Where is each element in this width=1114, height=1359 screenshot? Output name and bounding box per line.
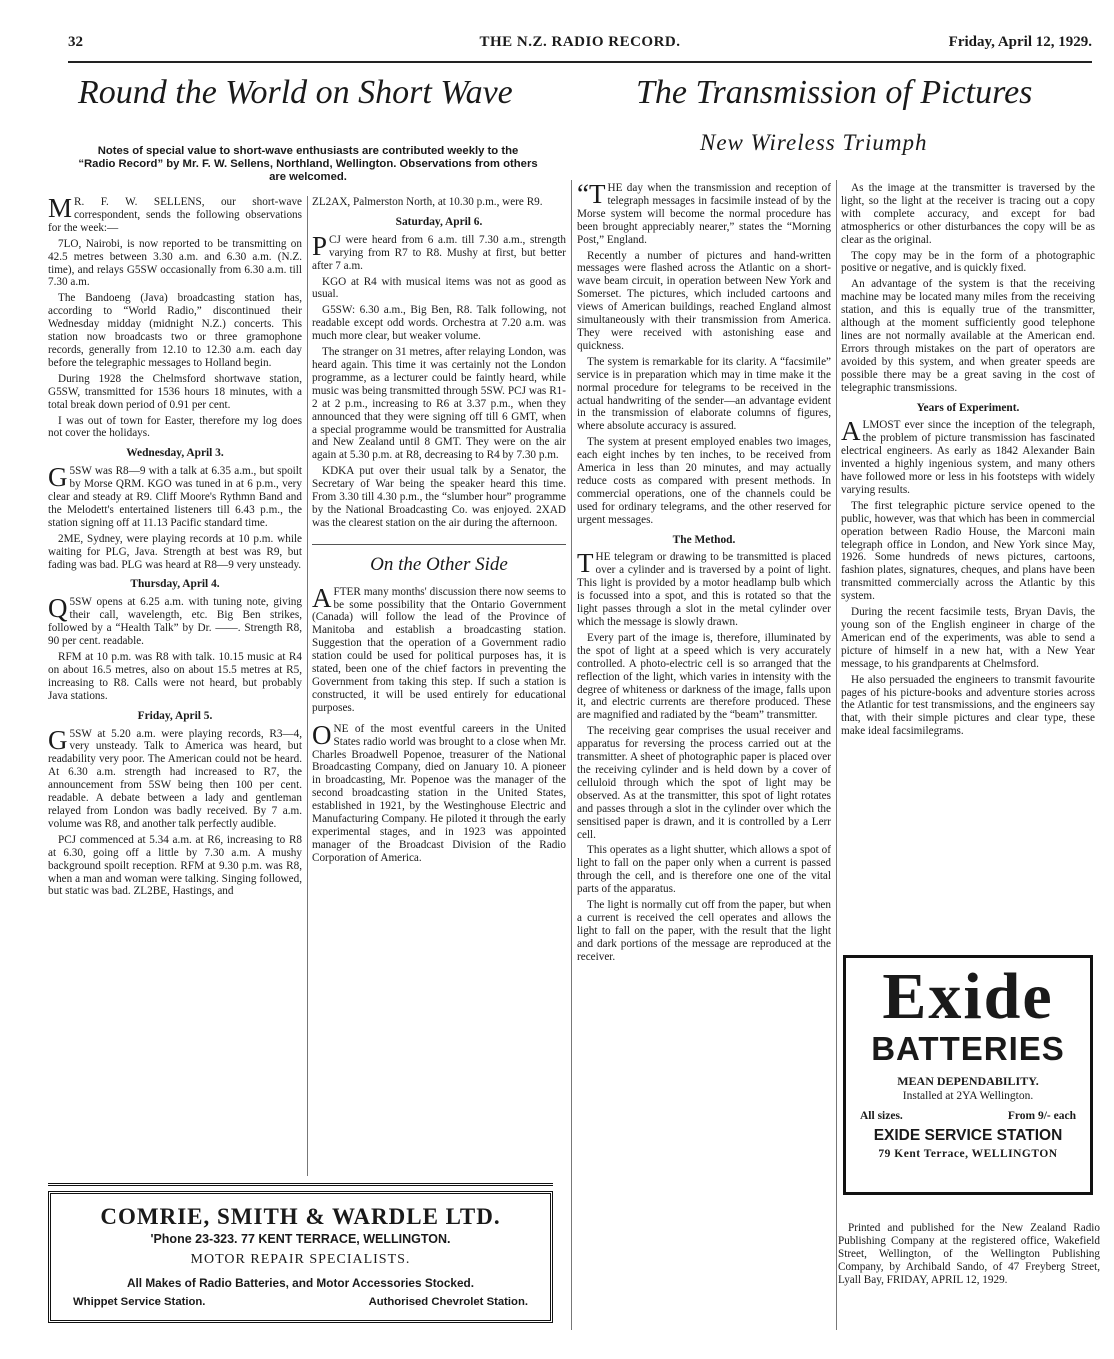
- page-number: 32: [68, 34, 83, 50]
- paragraph: KDKA put over their usual talk by a Senator, the Secretary of War being the speaker heard this time. From 3.30 till 4.30 p.m., the “slumber hour” programme by the National Broadcasting Co. was enjoyed. 2XAD was the clearest station on the air during the afternoon.: [312, 465, 566, 529]
- paragraph-text: HE day when the transmission and reception of telegraph messages in facsimile instead of by the Morse system will become the normal procedure has been brought appreciably nearer,” states the “Morning Post,” England.: [577, 182, 831, 246]
- header-rule: [68, 61, 1092, 63]
- drop-cap: M: [48, 196, 73, 223]
- section-heading-wednesday: Wednesday, April 3.: [126, 447, 224, 460]
- paragraph: The copy may be in the form of a photographic positive or negative, and is quickly fixed.: [841, 249, 1095, 275]
- column-rule: [307, 196, 308, 1176]
- paragraph: An advantage of the system is that the receiving machine may be located many miles from the receiving station, and this is equally true of the transmitter, although at the moment sufficiently good telephone lines are not normally available at the American end. Errors through mistakes on the part of operators are avoided by this system, and when greater speeds are possible there may be a great saving in the cost of telegraphic transmissions.: [841, 278, 1095, 394]
- column-rule: [571, 180, 572, 1330]
- section-heading-friday: Friday, April 5.: [137, 709, 213, 722]
- drop-cap: T: [577, 548, 594, 579]
- section-heading-saturday: Saturday, April 6.: [395, 215, 483, 228]
- exide-sizes-row: [846, 1110, 1090, 1122]
- paragraph-text: FTER many months' discussion there now seems to be some possibility that the Ontario Government (Canada) will follow the lead of the Province of Manitoba and establish a broadcasting station. Suggestion that the operation of a Government radio station could be used for political purposes has, it is stated, been one of the chief factors in preventing the Government from taking this step. If such a station is constructed, it will be used entirely for educational purposes.: [312, 585, 566, 714]
- column-3: [577, 182, 831, 1342]
- paragraph-text: NE of the most eventful careers in the United States radio world was brought to a close when Mr. Charles Broadwell Popenoe, treasurer of the National Broadcasting Company, died on January 10. A pioneer in broadcasting, Mr. Popenoe was the manager of the second broadcasting station in the United States, established in 1921, by the Westinghouse Electric and Manufacturing Company. He piloted it through the early experimental stages, and in 1923 was appointed manager of the Broadcast Division of the Radio Corporation of America.: [312, 722, 566, 864]
- exide-logo: Exide: [882, 960, 1054, 1033]
- exide-batteries: BATTERIES: [871, 1030, 1065, 1067]
- paragraph: During 1928 the Chelmsford shortwave station, G5SW, transmitted for 1536 hours 18 minutes, with a total break down period of 0.91 per cent.: [48, 372, 302, 411]
- column-1: [48, 196, 302, 1186]
- section-heading-method: The Method.: [672, 533, 736, 546]
- exide-batteries-advertisement: [843, 955, 1093, 1195]
- paragraph-text: LMOST ever since the inception of the telegraph, the problem of picture transmission has fascinated electrical engineers. As early as 1842 Alexander Bain invented a highly ingenious system, and many others have followed more or less in his footsteps with widely varying results.: [841, 419, 1095, 496]
- exide-sizes: All sizes.: [860, 1110, 903, 1122]
- paragraph: [577, 548, 831, 628]
- paragraph: RFM at 10 p.m. was R8 with talk. 10.15 music at R4 on about 16.5 metres, also on about 15.5 metres at R5, increasing to R8. Calls were not heard, but probably Java stations.: [48, 651, 302, 702]
- drop-cap: “T: [577, 182, 606, 209]
- paragraph: The stranger on 31 metres, after relaying London, was heard again. This time it was certainly not the London programme, as a lecturer could be faintly heard, while music was being transmitted through 5SW. PCJ was R1-2 at 2 p.m., increasing to R6 at 3.37 p.m., when they announced that they were signing off till 6 GMT, when a special programme would be transmitted for Australia and New Zealand until 8 GMT. They were on the air again at 5.30 p.m. at R8, decreasing to R4 by 7.30 p.m.: [312, 346, 566, 462]
- drop-cap: O: [312, 719, 332, 750]
- paragraph: During the recent facsimile tests, Bryan Davis, the young son of the English engineer in charge of the American end of the experiments, was able to send a picture of himself in a new hat, with a New Year message, to his grandparents at Chelmsford.: [841, 606, 1095, 670]
- exide-price: From 9/- each: [1007, 1110, 1076, 1122]
- ad-company-name: COMRIE, SMITH & WARDLE LTD.: [100, 1204, 501, 1229]
- paragraph: KGO at R4 with musical items was not as good as usual.: [312, 275, 566, 301]
- paragraph: [48, 462, 302, 530]
- paragraph: He also persuaded the engineers to transmit favourite pages of his picture-books and adventure stories across the Atlantic for test transmissions, and the engineers say that, with their simple pictures and clear type, these make ideal facsimilegrams.: [841, 673, 1095, 738]
- paragraph: As the image at the transmitter is traversed by the light, so the light at the receiver is tracing out a copy with complete accuracy, and except for bad atmospherics or other disturbances the copy will be as clear as the original.: [841, 182, 1095, 246]
- comrie-smith-wardle-advertisement: [48, 1191, 553, 1323]
- ad-rule: [48, 1183, 553, 1186]
- paragraph-text: HE telegram or drawing to be transmitted is placed over a cylinder and is traversed by a point of light. This light is provided by a motor headlamp bulb which is focussed into a spot, and this is rotated so that the light passes through a slot in the metal cylinder over which the message is slowly drawn.: [577, 551, 831, 628]
- paragraph: The receiving gear comprises the usual receiver and apparatus for reversing the process carried out at the transmitter. A sheet of photographic paper is placed over the receiving cylinder and is held down by a cover of celluloid through which the spot of light may be observed. As at the transmitter, this spot of light rotates and passes through a slot in the cylinder over which the sensitised paper is drawn, and it is controlled by a Lerr cell.: [577, 725, 831, 841]
- ad-chevrolet: Authorised Chevrolet Station.: [368, 1296, 528, 1308]
- right-article-subtitle: New Wireless Triumph: [700, 130, 928, 155]
- imprint: Printed and published for the New Zealand Radio Publishing Company at the registered office, Wakefield Street, Wellington, of the Wellington Publishing Company, by Archibald Sando, of 47 Freyberg Street, Lyall Bay, FRIDAY, APRIL 12, 1929.: [838, 1222, 1100, 1286]
- drop-cap: A: [841, 416, 861, 447]
- exide-service-station: EXIDE SERVICE STATION: [873, 1127, 1063, 1144]
- drop-cap: G: [48, 724, 68, 755]
- drop-cap: G: [48, 462, 68, 493]
- paragraph: PCJ commenced at 5.34 a.m. at R6, increasing to R8 at 6.30, going off a little by 7.30 a.m. A mushy background spoilt reception. RFM at 9.30 p.m. was R8, when a man and woman were talking. Singing followed, but static was bad. ZL2BE, Hastings, and: [48, 833, 302, 898]
- column-4: [841, 182, 1095, 947]
- ad-phone-address: 'Phone 23-323. 77 KENT TERRACE, WELLINGTON.: [150, 1232, 451, 1246]
- paragraph: [48, 196, 302, 235]
- paragraph: [312, 719, 566, 865]
- paragraph: [312, 582, 566, 715]
- column-rule: [836, 180, 837, 1330]
- paragraph: The light is normally cut off from the paper, but when a current is received the cell operates and allows the light to fall on the paper, with the result that the light and dark portions of the message are reproduced at the receiver.: [577, 899, 831, 963]
- masthead: THE N.Z. RADIO RECORD.: [479, 34, 681, 50]
- paragraph: [841, 416, 1095, 496]
- left-article-title: Round the World on Short Wave: [78, 74, 513, 111]
- ad-specialists: MOTOR REPAIR SPECIALISTS.: [190, 1252, 411, 1267]
- paragraph-text: 5SW at 5.20 a.m. were playing records, R3—4, very unsteady. Talk to America was heard, but readability very poor. The American could not be heard. At 6.30 a.m. strength had increased to R7, the announcement from 5SW being then 100 per cent. readable. A debate between a lady and gentleman relayed from London was badly received. By 7 a.m. volume was R8, and another talk perfectly audible.: [48, 727, 302, 830]
- paragraph-text: 5SW opens at 6.25 a.m. with tuning note, giving their call, wavelength, etc. Big Ben strikes, followed by a “Health Talk” by Dr. ——. Strength R8, 90 per cent. readable.: [48, 596, 302, 648]
- paragraph: [48, 593, 302, 648]
- paragraph: Recently a number of pictures and hand-written messages were flashed across the Atlantic on a short-wave beam circuit, in operation between New York and Somerset. The pictures, which included cartoons and views of American buildings, reached England almost simultaneously with their transmission from America. They were received with astonishing ease and quickness.: [577, 249, 831, 352]
- paragraph: [577, 182, 831, 247]
- paragraph: [312, 230, 566, 273]
- paragraph: G5SW: 6.30 a.m., Big Ben, R8. Talk following, not readable except odd words. Orchestra at 7.20 a.m. was much more clear, but weaker volume.: [312, 304, 566, 343]
- left-article-intro: Notes of special value to short-wave enthusiasts are contributed weekly to the “Radio Record” by Mr. F. W. Sellens, Northland, Wellington. Observations from others are welcomed.: [78, 145, 538, 183]
- paragraph: The system at present employed enables two images, each eight inches by ten inches, to be received from America in less than 20 minutes, and may actually reduce costs as compared with present methods. In commercial operations, one of the channels could be used for ordinary telegrams, and the other reserved for urgent messages.: [577, 436, 831, 526]
- exide-tagline: MEAN DEPENDABILITY.: [897, 1074, 1039, 1088]
- paragraph-text: CJ were heard from 6 a.m. till 7.30 a.m., strength varying from R7 to R8. Mushy at first, but better after 7 a.m.: [312, 233, 566, 272]
- exide-installed: Installed at 2YA Wellington.: [902, 1090, 1034, 1102]
- exide-address: 79 Kent Terrace, WELLINGTON: [878, 1148, 1058, 1160]
- ad-footer: [51, 1296, 550, 1308]
- drop-cap: Q: [48, 593, 68, 624]
- paragraph-text: R. F. W. SELLENS, our short-wave correspondent, sends the following observations for the week:—: [48, 196, 302, 234]
- issue-date: Friday, April 12, 1929.: [948, 34, 1092, 50]
- ad-whippet: Whippet Service Station.: [73, 1296, 206, 1308]
- ad-stocked: All Makes of Radio Batteries, and Motor Accessories Stocked.: [126, 1276, 475, 1290]
- paragraph: ZL2AX, Palmerston North, at 10.30 p.m., were R9.: [312, 196, 543, 208]
- section-heading-thursday: Thursday, April 4.: [130, 578, 220, 591]
- page-header: [68, 34, 1092, 56]
- paragraph: I was out of town for Easter, therefore my log does not cover the holidays.: [48, 414, 302, 440]
- paragraph: The Bandoeng (Java) broadcasting station has, according to “World Radio,” discontinued their Wednesday midday (midnight N.Z.) concerts. This station now broadcasts two or three gramophone records, generally from 12.10 to 12.30 a.m. each day before the telegraphic messages to Holland begin.: [48, 292, 302, 369]
- other-side-title: On the Other Side: [312, 544, 566, 572]
- paragraph: The first telegraphic picture service opened to the public, however, was that which has been in commercial operation between Radio House, the Marconi main telegraph office in London, and New York since May, 1926. Some hundreds of news pictures, cartoons, fashion plates, signatures, cheques, and plans have been transmitted commercially across the Atlantic by this system.: [841, 499, 1095, 603]
- paragraph: [48, 724, 302, 831]
- paragraph: 7LO, Nairobi, is now reported to be transmitting on 42.5 metres between 3.30 a.m. and 6.30 a.m. (N.Z. time), and relays G5SW occasionally from 6.30 a.m. till 7.30 a.m.: [48, 237, 302, 289]
- drop-cap: A: [312, 582, 332, 613]
- right-article-title: The Transmission of Pictures: [636, 74, 1033, 111]
- drop-cap: P: [312, 230, 328, 261]
- paragraph: Every part of the image is, therefore, illuminated by the spot of light at a speed which is very accurately controlled. A photo-electric cell is so arranged that the reflection of the light, which varies in intensity with the degree of whiteness or darkness of the image, falls upon it, and electric currents are therefore produced. These are magnified and radiated by the “beam” transmitter.: [577, 631, 831, 722]
- paragraph-text: 5SW was R8—9 with a talk at 6.35 a.m., but spoilt by Morse QRM. KGO was tuned in at 6 p.m., very clear and steady at R9. Cliff Moore's Rythmn Band and the Melodett's entertained listeners till 6.43 p.m., the station signing off at 11.13 Pacific standard time.: [48, 465, 302, 529]
- paragraph: The system is remarkable for its clarity. A “facsimile” service is in preparation which may in time make it the normal procedure for telegrams to be received in the actual handwriting of the sender—an advantage evident in the transmission of elaborate columns of figures, where absolute accuracy is assured.: [577, 355, 831, 433]
- paragraph: This operates as a light shutter, which allows a spot of light to fall on the paper only when a current is passed through the cell, and is therefore one one of the vital parts of the apparatus.: [577, 844, 831, 896]
- section-heading-years: Years of Experiment.: [916, 401, 1020, 414]
- paragraph: 2ME, Sydney, were playing records at 10 p.m. while waiting for PLG, Java. Strength at best was R9, but fading was bad. PLG was heard at R8—9 very unsteady.: [48, 532, 302, 571]
- column-2: [312, 196, 566, 1186]
